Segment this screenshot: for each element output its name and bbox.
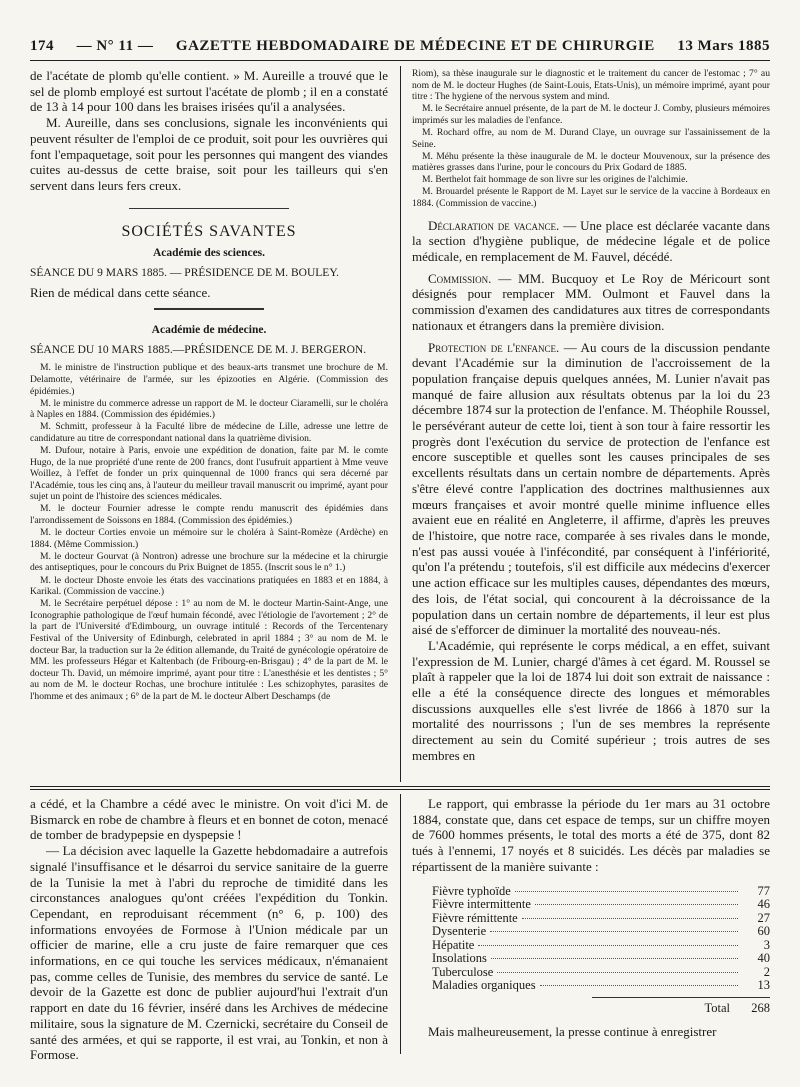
list-item: M. le ministre du commerce adresse un rapport de M. le docteur Ciaramelli, sur le choléra à Naples en 1884. (Commission des épidémies.) xyxy=(30,397,388,421)
paragraph-text: — MM. Bucquoy et Le Roy de Méricourt sont désignés pour remplacer MM. Oulmont et Fauvel dans la commission d'examen des candidatures aux titres de correspondants nationaux et étrangers dans la première division. xyxy=(412,270,770,333)
list-item: M. Rochard offre, au nom de M. Durand Claye, un ouvrage sur l'assainissement de la Seine. xyxy=(412,126,770,150)
paragraph: Mais malheureusement, la presse continue à enregistrer xyxy=(428,1023,717,1039)
section-title: SOCIÉTÉS SAVANTES xyxy=(121,222,297,240)
table-row xyxy=(432,885,770,899)
paragraph: a cédé, et la Chambre a cédé avec le ministre. On voit d'ici M. de Bismarck en robe de chambre à fleurs et en bonnet de coton, menacé de tomber de bradypepsie en dyspepsie ! xyxy=(30,796,388,843)
paragraph: de l'acétate de plomb qu'elle contient. » M. Aureille a trouvé que le sel de plomb employé est surtout l'acétate de plomb ; il en a constaté de 13 à 14 pour 100 dans les braises irisées qu'il a analysées. xyxy=(30,68,388,115)
table-row xyxy=(432,898,770,912)
right-column-top xyxy=(412,68,770,780)
session-heading: SÉANCE DU 9 MARS 1885. — PRÉSIDENCE DE M. BOULEY. xyxy=(30,266,340,279)
section-divider xyxy=(154,308,264,310)
table-row xyxy=(432,939,770,953)
protection-paragraph xyxy=(412,340,770,638)
leader-dots xyxy=(497,972,738,973)
leader-dots xyxy=(522,918,738,919)
total-label: Total xyxy=(704,1000,730,1015)
left-column-top xyxy=(30,68,388,780)
header-rule xyxy=(30,60,770,61)
row-label: Fièvre typhoïde xyxy=(432,883,511,898)
mortality-table xyxy=(432,885,770,1016)
table-row xyxy=(432,952,770,966)
leader-dots xyxy=(491,958,738,959)
run-in-heading: Déclaration de vacance. xyxy=(428,217,560,233)
table-total xyxy=(592,997,770,1016)
table-row xyxy=(432,979,770,993)
row-value: 40 xyxy=(757,951,770,966)
paragraph: L'Académie, qui représente le corps médical, a en effet, suivant l'expression de M. Lunier, chargé d'âmes à cet égard. M. Roussel se plaît à rappeler que la loi de 1874 lui doit son extrait de naissance : elle a été la conséquence directe des longues et mémorables discussions auxquelles elle s'est livrée de 1866 à 1870 sur la mortalité des nourrissons ; l'un de ses membres la représente directement au sein du Comité supérieur ; trois autres de ses membres en xyxy=(412,637,770,763)
total-value: 268 xyxy=(751,1000,770,1015)
commission-paragraph xyxy=(412,271,770,334)
list-item: M. le ministre de l'instruction publique et des beaux-arts transmet une brochure de M. Delamotte, vétérinaire de l'armée, sur les épizooties en Algérie. (Commission des épidémies.) xyxy=(30,362,388,397)
leader-dots xyxy=(490,931,738,932)
issue-date: 13 Mars 1885 xyxy=(677,38,770,54)
leader-dots xyxy=(535,904,738,905)
paragraph-text: — Une place est déclarée vacante dans la section d'hygiène publique, de médecine légale et de police médicale, en remplacement de M. Fauvel, décédé. xyxy=(412,217,770,265)
list-item: M. le docteur Fournier adresse le compte rendu manuscrit des épidémies dans l'arrondissement de Soissons en 1884. (Commission des épidémies.) xyxy=(30,503,388,527)
section-divider xyxy=(129,208,289,209)
leader-dots xyxy=(540,985,738,986)
row-label: Fièvre intermittente xyxy=(432,897,531,912)
table-row xyxy=(432,912,770,926)
list-item: M. Brouardel présente le Rapport de M. Layet sur le service de la vaccine à Bordeaux en 1884. (Commission de vaccine.) xyxy=(412,186,770,210)
journal-title: GAZETTE HEBDOMADAIRE DE MÉDECINE ET DE CHIRURGIE xyxy=(175,38,655,54)
paragraph: Rien de médical dans cette séance. xyxy=(30,284,211,300)
row-label: Insolations xyxy=(432,951,487,966)
row-value: 46 xyxy=(757,897,770,912)
page-header xyxy=(30,38,770,55)
paragraph: Le rapport, qui embrasse la période du 1er mars au 31 octobre 1884, constate que, dans cet espace de temps, sur un chiffre moyen de 7600 hommes présents, le total des morts a été de 375, dont 82 tués à l'ennemi, 17 noyés et 8 suicidés. Les décès par maladies se répartissent de la manière suivante : xyxy=(412,796,770,874)
list-item: M. le Secrétaire perpétuel dépose : 1° au nom de M. le docteur Martin-Saint-Ange, une Iconographie pathologique de l'œuf humain fécondé, avec l'étiologie de l'avortement ; 2° de la part de l'Université d'Edimbourg, un ouvrage intitulé : Records of the Tercentenary Festival of the University of Edinburgh, celebrated in april 1884 ; 3° au nom de M. le docteur Bar, la traduction sur la 2e édition allemande, du Traité de gynécologie opératoire de MM. les professeurs Hégar et Kaltenbach (de Fribourg-en-Brisgau) ; 4° de la part de M. le docteur Th. David, un mémoire imprimé, ayant pour titre : L'anesthésie et les dentistes ; 5° au nom de M. le docteur Rochas, une brochure intitulée : Les schizophytes, parasites de l'homme et des animaux ; 6° de la part de M. le docteur Albert Deschamps (de xyxy=(30,598,388,702)
row-value: 13 xyxy=(757,978,770,993)
paragraph-text: — Au cours de la discussion pendante devant l'Académie sur la diminution de l'accroissement de la population française depuis quelques années, M. Lunier n'avait pas manqué de faire allusion aux résultats obtenus par la loi du 23 décembre 1874 sur la protection de l'enfance. M. Théophile Roussel, le persévérant auteur de cette loi, tient à son tour à faire ressortir les progrès dont l'exécution du service de protection de l'enfance est encore susceptible et quelles sont les causes principales de ses excellents résultats dans un certain nombre de départements. Après s'être élevé contre l'application des doctrines malthusiennes aux mœurs françaises et avoir montré quelle minime influence elles avaient eue en réalité en Angleterre, il affirme, d'après les preuves de l'histoire, que notre race, comparée à ses rivales dans le monde, n'est pas aussi vouée à l'infécondité, par conséquent à l'infériorité, qu'on l'a prétendu ; toutefois, s'il est difficile aux médecins d'exercer une action efficace sur les multiples causes, dépendantes des mœurs, des lois, de l'état social, qui concourent à la décroissance de la population dans un certain nombre de départements, il leur est plus aisé de s'efforcer de diminuer la mortalité des nouveau-nés. xyxy=(412,339,770,638)
page-number: 174 xyxy=(30,38,54,54)
row-value: 77 xyxy=(757,883,770,898)
section-rule xyxy=(30,786,770,787)
paragraph: M. Aureille, dans ses conclusions, signale les inconvénients qui peuvent résulter de l'emploi de ce produit, soit pour les ouvrières qui font l'empaquetage, soit pour les personnes qui mangent des viandes cuites au-dessus de cette braise, soit pour les tailleurs qui s'en servent dans leurs fers creux. xyxy=(30,115,388,193)
leader-dots xyxy=(515,891,738,892)
table-row xyxy=(432,966,770,980)
list-item: Riom), sa thèse inaugurale sur le diagnostic et le traitement du cancer de l'estomac ; 7° au nom de M. le docteur Hughes (de Saint-Louis, Etats-Unis), un mémoire imprimé, ayant pour titre : The hygiene of the nervous system and mind. xyxy=(412,68,770,103)
row-value: 27 xyxy=(757,910,770,925)
list-item: M. le docteur Corties envoie un mémoire sur le choléra à Saint-Romèze (Ardèche) en 1884. (Même Commission.) xyxy=(30,527,388,550)
academy-heading: Académie de médecine. xyxy=(151,324,267,337)
run-in-heading: Commission. xyxy=(428,270,492,286)
proceedings-list xyxy=(412,68,770,210)
leader-dots xyxy=(478,945,738,946)
row-value: 2 xyxy=(763,964,770,979)
column-rule xyxy=(400,66,401,782)
list-item: M. le docteur Gourvat (à Nontron) adresse une brochure sur la médecine et la chirurgie des antiseptiques, pour le concours du Prix Buignet de 1855. (Inscrit sous le n° 1.) xyxy=(30,550,388,574)
academy-heading: Académie des sciences. xyxy=(152,246,266,259)
row-value: 3 xyxy=(763,937,770,952)
proceedings-list xyxy=(30,362,388,702)
row-label: Fièvre rémittente xyxy=(432,910,518,925)
section-rule xyxy=(30,789,770,790)
left-column-bottom xyxy=(30,796,388,1063)
list-item: M. Schmitt, professeur à la Faculté libre de médecine de Lille, adresse une lettre de candidature au titre de correspondant national dans la quatrième division. xyxy=(30,421,388,444)
vacancy-paragraph xyxy=(412,218,770,265)
row-value: 60 xyxy=(757,924,770,939)
right-column-bottom xyxy=(412,796,770,1054)
row-label: Maladies organiques xyxy=(432,978,536,993)
list-item: M. Dufour, notaire à Paris, envoie une expédition de donation, faite par M. le comte Hugo, de la nue propriété d'une rente de 200 francs, dont l'usufruit appartient à Mme veuve Woillez, à l'effet de fonder un prix quinquennal de 1000 francs qui sera décerné par l'Académie, tous les cinq ans, à l'auteur du meilleur travail manuscrit ou imprimé, ayant pour sujet un point de l'histoire des sciences médicales. xyxy=(30,444,388,503)
issue-number: — N° 11 — xyxy=(76,38,154,54)
column-rule xyxy=(400,794,401,1054)
list-item: M. le Secrétaire annuel présente, de la part de M. le docteur J. Comby, plusieurs mémoires imprimés sur les maladies de l'enfance. xyxy=(412,103,770,126)
row-label: Tuberculose xyxy=(432,964,494,979)
list-item: M. le docteur Dhoste envoie les états des vaccinations pratiquées en 1883 et en 1884, à Karikal. (Commission de vaccine.) xyxy=(30,574,388,598)
row-label: Hépatite xyxy=(432,937,475,952)
row-label: Dysenterie xyxy=(432,924,487,939)
list-item: M. Méhu présente la thèse inaugurale de M. le docteur Mouvenoux, sur la présence des matières grasses dans l'urine, pour le concours du Prix Godard de 1885. xyxy=(412,150,770,174)
paragraph: — La décision avec laquelle la Gazette hebdomadaire a autrefois signalé l'insuffisance et le désarroi du service sanitaire de la guerre de la Tunisie la met à l'abri du reproche de timidité dans les circonstances analogues qu'ont créées l'expédition du Tonkin. Cependant, en reproduisant récemment (n° 6, p. 100) des informations envoyées de Formose à l'Union médicale par un officier de marine, elle a cru juste de faire remarquer que ces informations, en ce qui touche les services médicaux, n'émanaient pas, comme celles de Tunisie, des membres du service de santé. Le devoir de la Gazette est donc de publier aujourd'hui l'extrait d'un rapport en date du 16 février, inséré dans les Archives de médecine militaire, sous la signature de M. Czernicki, secrétaire du Conseil de santé des armées, et qui se rapporte, il est vrai, au Tonkin, et non à Formose. xyxy=(30,843,388,1063)
list-item: M. Berthelot fait hommage de son livre sur les origines de l'alchimie. xyxy=(422,174,688,186)
session-heading: SÉANCE DU 10 MARS 1885.—PRÉSIDENCE DE M. J. BERGERON. xyxy=(30,344,367,357)
run-in-heading: Protection de l'enfance. xyxy=(428,339,560,355)
table-row xyxy=(432,925,770,939)
